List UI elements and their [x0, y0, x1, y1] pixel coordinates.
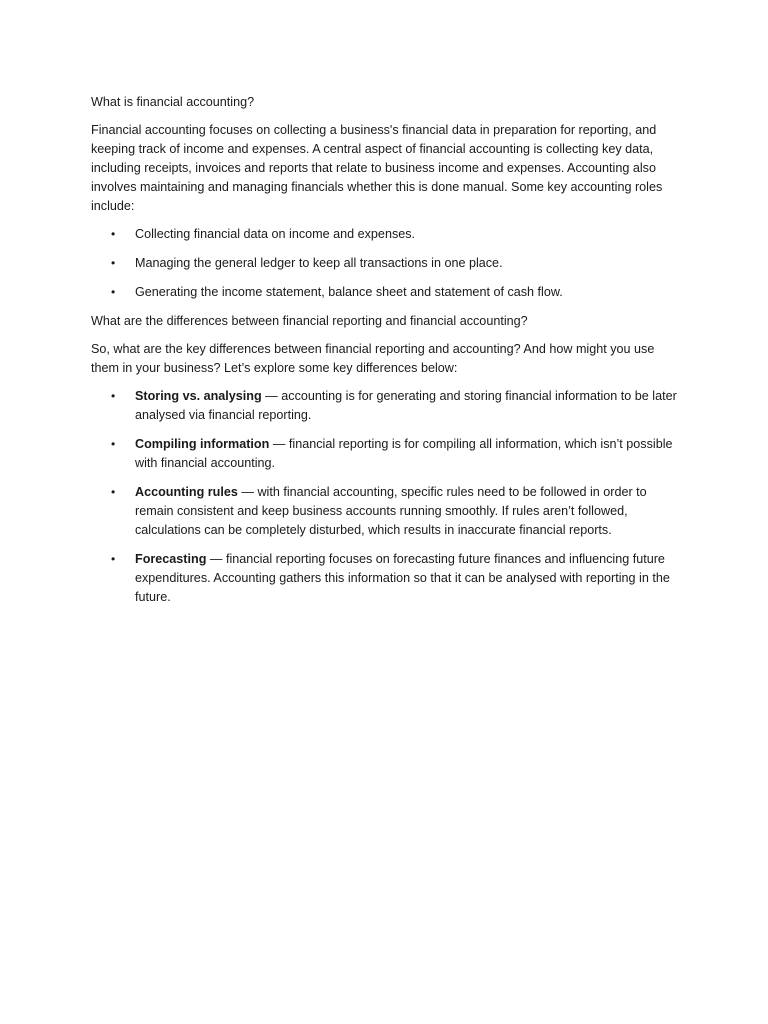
paragraph-differences-intro: So, what are the key differences between financial reporting and accounting? And how might you use them in your business? Let’s explore some key differences below:	[91, 342, 655, 375]
list-item	[91, 483, 681, 540]
list-item-text: — financial reporting is for compiling all information, which isn’t possible with financial accounting.	[135, 437, 673, 470]
list-item-term: Forecasting	[135, 552, 207, 566]
bullet-icon: •	[111, 389, 116, 403]
bullet-icon: •	[111, 256, 116, 270]
heading-differences: What are the differences between financial reporting and financial accounting?	[91, 314, 528, 328]
list-item-term: Storing vs. analysing	[135, 389, 262, 403]
heading-what-is-financial-accounting: What is financial accounting?	[91, 95, 255, 109]
bullet-icon: •	[111, 437, 116, 451]
list-item	[91, 435, 681, 473]
list-item-text: — accounting is for generating and storing financial information to be later analysed via financial reporting.	[135, 389, 677, 422]
differences-list	[91, 387, 681, 607]
list-item-term: Compiling information	[135, 437, 270, 451]
accounting-roles-list	[91, 225, 681, 302]
list-item-text: Collecting financial data on income and expenses.	[135, 227, 416, 241]
list-item	[91, 254, 681, 273]
list-item-text: — with financial accounting, specific rules need to be followed in order to remain consistent and keep business accounts running smoothly. If rules aren’t followed, calculations can be completely disturbed, which results in inaccurate financial reports.	[135, 485, 647, 537]
bullet-icon: •	[111, 485, 116, 499]
paragraph-financial-accounting-intro: Financial accounting focuses on collecting a business's financial data in preparation for reporting, and keeping track of income and expenses. A central aspect of financial accounting is collecting key data, including receipts, invoices and reports that relate to business income and expenses. Accounting also involves maintaining and managing financials whether this is done manual. Some key accounting roles include:	[91, 123, 663, 213]
bullet-icon: •	[111, 227, 116, 241]
list-item	[91, 550, 681, 607]
list-item-text: — financial reporting focuses on forecasting future finances and influencing future expenditures. Accounting gathers this information so that it can be analysed with reporting in the future.	[135, 552, 670, 604]
list-item-term: Accounting rules	[135, 485, 238, 499]
bullet-icon: •	[111, 552, 116, 566]
list-item-text: Managing the general ledger to keep all transactions in one place.	[135, 256, 503, 270]
bullet-icon: •	[111, 285, 116, 299]
list-item	[91, 387, 681, 425]
list-item	[91, 283, 681, 302]
list-item-text: Generating the income statement, balance sheet and statement of cash flow.	[135, 285, 563, 299]
document-body	[91, 93, 681, 617]
list-item	[91, 225, 681, 244]
